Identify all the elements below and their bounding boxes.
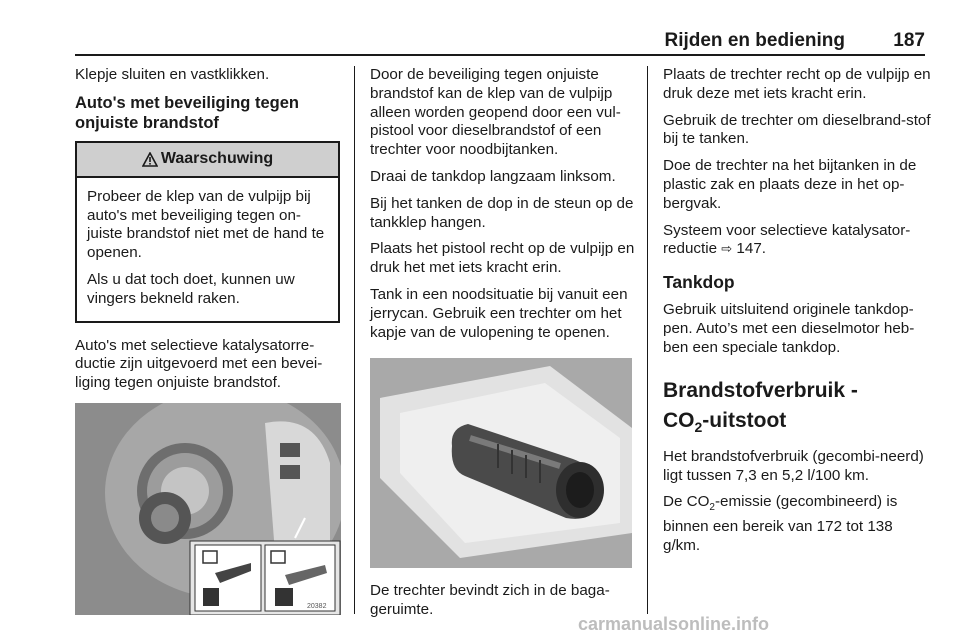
paragraph: Doe de trechter na het bijtanken in de plastic zak en plaats deze in het op-bergvak.: [663, 157, 917, 212]
paragraph: Gebruik uitsluitend originele tankdop-pen. Auto’s met een dieselmotor heb-ben een speciale tankdop.: [663, 301, 915, 356]
page-number: 187: [893, 30, 925, 51]
paragraph: Door de beveiliging tegen onjuiste brandstof kan de klep van de vulpijp alleen worden geopend door een vul-pistool voor dieselbrandstof of een trechter voor noodbijtanken.: [370, 66, 621, 159]
section-heading: Tankdop: [663, 272, 735, 293]
section-heading: Auto's met beveiliging tegen onjuiste brandstof: [75, 93, 299, 132]
heading-suffix: -uitstoot: [702, 408, 787, 432]
warning-box: [75, 141, 340, 323]
paragraph: Draai de tankdop langzaam linksom.: [370, 167, 616, 185]
paragraph: Bij het tanken de dop in de steun op de tankklep hangen.: [370, 194, 634, 231]
paragraph: Plaats het pistool recht op de vulpijp en druk het met iets kracht erin.: [370, 240, 635, 277]
paragraph: Gebruik de trechter om dieselbrand-stof bij te tanken.: [663, 111, 931, 148]
text: De CO: [663, 493, 710, 511]
paragraph: Auto's met selectieve katalysatorre-ductie zijn uitgevoerd met een bevei-liging tegen onjuiste brandstof.: [75, 336, 323, 392]
reference-text: Systeem voor selectieve katalysator-reductie: [663, 221, 911, 258]
warning-header: [77, 143, 338, 178]
figure-code: 20382: [307, 602, 327, 610]
funnel-illustration: [370, 358, 632, 568]
chapter-heading-line-2: [663, 406, 931, 442]
heading-subscript: 2: [694, 418, 703, 435]
warning-icon: [142, 152, 158, 167]
column-3: [663, 66, 931, 564]
warning-title: Waarschuwing: [160, 149, 274, 167]
paragraph: Klepje sluiten en vastklikken.: [75, 66, 270, 83]
warning-text: Probeer de klep van de vulpijp bij auto's met beveiliging tegen on-juiste brandstof niet met de hand te openen.: [87, 187, 325, 262]
paragraph: Het brandstofverbruik (gecombi-neerd) ligt tussen 7,3 en 5,2 l/100 km.: [663, 447, 924, 484]
paragraph: De trechter bevindt zich in de baga-geruimte.: [370, 582, 610, 619]
column-divider-1: [354, 66, 355, 614]
text: -emissie (gecombineerd) is binnen een bereik van 172 tot 138 g/km.: [663, 493, 898, 554]
chapter-heading-line-1: Brandstofverbruik -: [663, 378, 858, 402]
paragraph: [663, 493, 931, 555]
column-1: [75, 66, 340, 615]
chapter-heading: [663, 376, 931, 442]
heading-co: CO: [663, 408, 695, 432]
watermark: carmanualsonline.info: [578, 614, 770, 634]
warning-text: Als u dat toch doet, kunnen uw vingers bekneld raken.: [87, 270, 295, 307]
page-reference-arrow-icon[interactable]: ⇨: [721, 241, 733, 257]
paragraph: Plaats de trechter recht op de vulpijp en druk deze met iets kracht erin.: [663, 66, 931, 102]
fuel-flap-illustration: [75, 403, 341, 615]
running-title: Rijden en bediening: [664, 30, 845, 51]
subscript: 2: [709, 502, 715, 514]
paragraph-with-reference: [663, 222, 931, 260]
warning-body: [77, 178, 338, 321]
column-2: [370, 66, 638, 628]
column-divider-2: [647, 66, 648, 614]
page-header: [75, 30, 925, 56]
paragraph: Tank in een noodsituatie bij vanuit een jerrycan. Gebruik een trechter om het kapje van de vulopening te openen.: [370, 285, 628, 341]
reference-page[interactable]: 147.: [736, 240, 766, 258]
header-rule: [75, 54, 925, 56]
